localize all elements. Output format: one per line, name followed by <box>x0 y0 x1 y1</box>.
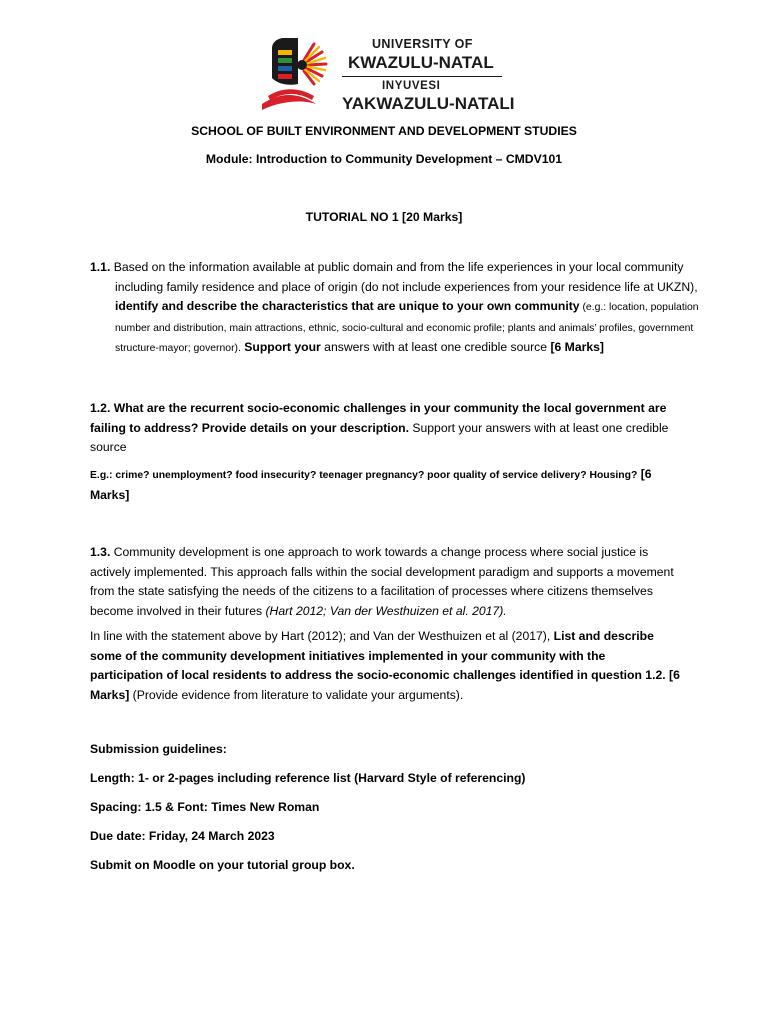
question-number: 1.3. <box>90 545 111 559</box>
question-number: 1.1. <box>90 260 111 274</box>
question-text: Based on the information available at public domain and from the life experiences in your local community including family residence and place of origin (do not include experiences from your residence life at UKZN), <box>110 260 698 294</box>
question-support: Support your <box>240 340 321 354</box>
guideline-length: Length: 1- or 2-pages including reference list (Harvard Style of referencing) <box>90 771 526 785</box>
ukzn-emblem-icon <box>258 34 338 112</box>
task-intro: In line with the statement above by Hart (2012); and Van der Westhuizen et al (2017), <box>90 629 554 643</box>
question-marks: [6 Marks] <box>550 340 604 354</box>
question-emphasis: identify and describe the characteristics that are unique to your own community <box>115 299 580 313</box>
module-heading: Module: Introduction to Community Development – CMDV101 <box>205 152 563 166</box>
tutorial-heading: TUTORIAL NO 1 [20 Marks] <box>305 210 463 224</box>
question-support: Support your answers with at least one credible source <box>90 420 669 454</box>
logo-line-1: UNIVERSITY OF <box>372 37 473 51</box>
logo-line-2: KWAZULU-NATAL <box>348 52 494 72</box>
guidelines-heading: Submission guidelines: <box>90 742 227 756</box>
question-text: What are the recurrent socio-economic challenges in your community the local government are failing to address? Provide details on your description. <box>90 401 667 435</box>
task-note: (Provide evidence from literature to validate your arguments). <box>129 687 464 702</box>
question-1-1 <box>90 258 715 359</box>
guideline-due-date: Due date: Friday, 24 March 2023 <box>90 829 275 843</box>
question-1-2 <box>90 399 690 458</box>
school-heading: SCHOOL OF BUILT ENVIRONMENT AND DEVELOPMENT STUDIES <box>191 124 577 138</box>
logo-line-4: YAKWAZULU-NATALI <box>342 94 515 113</box>
university-logo <box>258 34 518 114</box>
question-examples: (e.g.: location, population number and distribution, main attractions, ethnic, socio-cultural and economic profile; plants and animals’ profiles, government structure-mayor; governor). <box>115 302 699 354</box>
question-1-3-task <box>90 627 680 705</box>
logo-line-3: INYUVESI <box>382 79 441 92</box>
question-number: 1.2. <box>90 401 111 415</box>
question-text-end: answers with at least one credible source <box>320 340 551 354</box>
guideline-submit: Submit on Moodle on your tutorial group box. <box>90 858 355 872</box>
logo-divider <box>342 76 502 77</box>
guideline-spacing: Spacing: 1.5 & Font: Times New Roman <box>90 800 320 814</box>
task-text: List and describe some of the community development initiatives implemented in your community with the participation of local residents to address the socio-economic challenges identified in question 1.2. [6 Marks] <box>90 629 680 702</box>
citation: (Hart 2012; Van der Westhuizen et al. 2017). <box>265 603 507 618</box>
question-1-3 <box>90 543 690 621</box>
question-text: Community development is one approach to work towards a change process where social justice is actively implemented. This approach falls within the social development paradigm and supports a movement from the state satisfying the needs of the citizens to a facilitation of processes where citizens themselves become involved in their futures <box>90 545 674 618</box>
question-1-2-examples <box>90 465 690 505</box>
example-list: E.g.: crime? unemployment? food insecurity? teenager pregnancy? poor quality of service delivery? Housing? <box>90 470 638 481</box>
question-marks: [6 Marks] <box>90 467 652 502</box>
university-wordmark <box>342 38 514 112</box>
